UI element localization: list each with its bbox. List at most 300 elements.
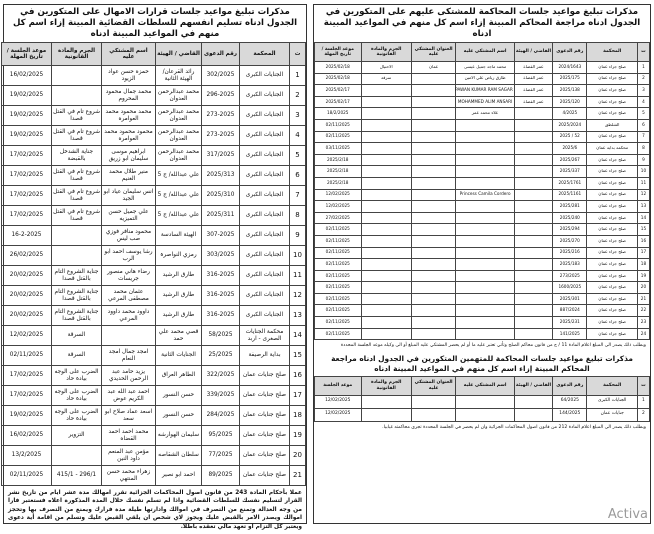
- table-cell: جناية الشروع التام بالقتل قصدا: [52, 286, 102, 306]
- table-cell: عمان: [411, 62, 455, 74]
- table-cell: 2: [290, 86, 306, 106]
- table-row: [2, 86, 306, 106]
- table-cell: عمر القضاة: [514, 96, 552, 108]
- table-cell: 02/11/2025: [315, 305, 362, 317]
- table-cell: انس سليمان عياد ابو الجيد: [102, 186, 156, 206]
- table-cell: [411, 317, 455, 329]
- table-cell: [456, 270, 515, 282]
- table-row: [2, 126, 306, 146]
- table-cell: محمود محمود محمد العوامره: [102, 126, 156, 146]
- table-cell: شروع تام في القتل قصدا: [52, 186, 102, 206]
- table-cell: صلح جزاء عمان: [587, 305, 637, 317]
- table-row: [2, 306, 306, 326]
- table-row: [2, 266, 306, 286]
- table-cell: ابراهيم موسى سليمان ابو زريق: [102, 146, 156, 166]
- table-cell: 2025/301: [553, 293, 587, 305]
- column-header: موعد الجلسة / تاريخ المهلة: [2, 43, 52, 66]
- table-cell: علي جميل حسن التميزيه: [102, 206, 156, 226]
- table-cell: 2025/267: [553, 154, 587, 166]
- table-cell: طارق الرشيد: [156, 286, 202, 306]
- table-cell: 2025/6: [553, 143, 587, 155]
- table-cell: 17/02/2025: [2, 206, 52, 226]
- table-cell: [361, 317, 411, 329]
- table-cell: [361, 212, 411, 224]
- table-cell: 3: [290, 106, 306, 126]
- table-cell: محكمة بداية عمان: [587, 143, 637, 155]
- table-cell: 20/02/2025: [2, 286, 52, 306]
- table-row: [315, 85, 650, 97]
- table-cell: بداية الرصيفة: [240, 346, 290, 366]
- table-cell: صلح جنايات عمان: [240, 406, 290, 426]
- table-cell: 19/02/2025: [2, 106, 52, 126]
- table-row: [315, 177, 650, 189]
- table-row: [315, 328, 650, 340]
- table-cell: الجنايات الكبرى: [240, 266, 290, 286]
- table-row: [315, 131, 650, 143]
- table-cell: حسن النسور: [156, 406, 202, 426]
- table-cell: 17/02/2025: [2, 386, 52, 406]
- table-cell: [361, 177, 411, 189]
- table-cell: [361, 201, 411, 213]
- table-row: [315, 96, 650, 108]
- table-cell: 4: [290, 126, 306, 146]
- table-cell: 14: [637, 212, 649, 224]
- column-header: موعد الجلسة: [315, 376, 362, 395]
- table-cell: [514, 270, 552, 282]
- table-row: [315, 166, 650, 178]
- left-table-header: [2, 43, 306, 66]
- table-cell: 3: [637, 85, 649, 97]
- table-cell: 21: [290, 466, 306, 486]
- table-cell: 316-2025: [202, 306, 240, 326]
- table-row: [315, 212, 650, 224]
- table-cell: 307-2025: [202, 226, 240, 246]
- table-cell: 10: [290, 246, 306, 266]
- table-cell: 2025/02/18: [315, 73, 362, 85]
- table-cell: [361, 166, 411, 178]
- table-row: [315, 395, 650, 408]
- table-cell: 322/2025: [202, 366, 240, 386]
- table-cell: 02/11/2025: [2, 346, 52, 366]
- table-cell: 141/2025: [553, 328, 587, 340]
- column-header: اسم المشتكي عليه: [102, 43, 156, 66]
- table-cell: 16-2-2025: [2, 226, 52, 246]
- table-cell: 6: [290, 166, 306, 186]
- table-row: [315, 408, 650, 421]
- table-cell: 339/2025: [202, 386, 240, 406]
- table-cell: 887/2024: [553, 305, 587, 317]
- table-cell: الجنايات الكبرى: [240, 106, 290, 126]
- right-table-header: [315, 43, 650, 62]
- column-header: القاضي / الهيئة: [514, 43, 552, 62]
- table-row: [315, 282, 650, 294]
- table-cell: 17: [290, 386, 306, 406]
- table-cell: [52, 66, 102, 86]
- table-cell: احمد عبد الله عبد الكريم عوض: [102, 386, 156, 406]
- table-row: [315, 201, 650, 213]
- table-cell: 89/2025: [202, 466, 240, 486]
- table-cell: 144/2025: [553, 408, 587, 421]
- right-panel-title-2: مذكرات تبليغ مواعيد جلسات المحاكمة للمتهمين المتكورين في الجدول ادناه مراجعة المحاكم المبينة إزاء اسم كل منهم في المواعيد المبينة ادناه: [331, 354, 633, 374]
- table-cell: 11: [637, 177, 649, 189]
- table-cell: الطاهر العراق: [156, 366, 202, 386]
- table-row: [2, 466, 306, 486]
- table-cell: [514, 119, 552, 131]
- table-cell: الجنايات الكبرى: [240, 246, 290, 266]
- table-cell: 23: [637, 317, 649, 329]
- table-cell: صلح جزاء عمان: [587, 235, 637, 247]
- table-cell: [361, 143, 411, 155]
- table-row: [315, 270, 650, 282]
- table-cell: داوود محمد داوود المرعي: [102, 306, 156, 326]
- table-cell: 20/02/2025: [2, 266, 52, 286]
- table-cell: [361, 247, 411, 259]
- table-cell: 20/02/2025: [2, 306, 52, 326]
- table-cell: صلح جزاء عمان: [587, 85, 637, 97]
- table-cell: الجنايات الكبرى: [240, 126, 290, 146]
- table-cell: الاحتيال: [361, 62, 411, 74]
- table-cell: [411, 189, 455, 201]
- table-cell: علاء محمد عمر: [456, 108, 515, 120]
- table-cell: 02/11/2025: [2, 466, 52, 486]
- column-header: ت: [637, 43, 649, 62]
- table-cell: 2024/1643: [553, 62, 587, 74]
- table-row: [2, 286, 306, 306]
- table-cell: 2025/1161: [553, 189, 587, 201]
- table-row: [315, 143, 650, 155]
- table-cell: سلطان الشقاصه: [156, 446, 202, 466]
- table-row: [315, 247, 650, 259]
- table-row: [315, 73, 650, 85]
- table-cell: عمر القضاة: [514, 62, 552, 74]
- right-table-2-header: [315, 376, 650, 395]
- table-cell: سرقة: [361, 73, 411, 85]
- column-header: المحكمة: [587, 43, 637, 62]
- table-cell: 16: [290, 366, 306, 386]
- table-cell: 26/02/2025: [2, 246, 52, 266]
- table-cell: 12/02/2025: [315, 201, 362, 213]
- table-cell: 2025/183: [553, 259, 587, 271]
- table-cell: حمزه حسن عواد الزيود: [102, 66, 156, 86]
- table-cell: 95/2025: [202, 426, 240, 446]
- table-cell: [411, 177, 455, 189]
- table-cell: 8: [290, 206, 306, 226]
- table-cell: 2025/02/17: [315, 85, 362, 97]
- table-cell: محمد ماجد جميل عيسى: [456, 62, 515, 74]
- table-cell: 317/2025: [202, 146, 240, 166]
- table-cell: حسن النسور: [156, 386, 202, 406]
- table-cell: [514, 235, 552, 247]
- table-cell: [361, 119, 411, 131]
- table-cell: MOHAMMED ALIM ANSARI: [456, 96, 515, 108]
- table-row: [315, 293, 650, 305]
- table-cell: السرقة: [52, 326, 102, 346]
- table-cell: [361, 293, 411, 305]
- table-row: [2, 206, 306, 226]
- table-cell: 2025/120: [553, 96, 587, 108]
- table-cell: قصي محمد علي حمد: [156, 326, 202, 346]
- table-cell: جناية الشروع التام بالقتل قصدا: [52, 306, 102, 326]
- table-cell: [411, 408, 455, 421]
- table-cell: 2025/2/18: [315, 154, 362, 166]
- table-cell: صلح جزاء عمان: [587, 108, 637, 120]
- table-cell: 2025/02/17: [315, 96, 362, 108]
- right-panel-note-1: وبطلب ذلك يصدر الى المبلغ اعلام المادة 11 / ج من قانون محاكم الصلح وتأتي تعتبر عليه ما أو لم يحضر المشتكي عليه المبلغ أو الى وكيله موعد الجلسة المحددة: [340, 343, 646, 349]
- table-row: [2, 406, 306, 426]
- table-cell: 16/02/2025: [2, 426, 52, 446]
- table-cell: صلح جنايات عمان: [240, 446, 290, 466]
- table-cell: 2025/2/18: [315, 177, 362, 189]
- table-cell: 21: [637, 293, 649, 305]
- table-row: [2, 186, 306, 206]
- table-cell: طارق الرشيد: [156, 266, 202, 286]
- table-cell: 7: [637, 131, 649, 143]
- table-cell: صلح جزاء عمان: [587, 328, 637, 340]
- table-cell: جناية الشدخل بالقبضة: [52, 146, 102, 166]
- column-header: رقم الدعوى: [553, 43, 587, 62]
- table-row: [315, 108, 650, 120]
- table-cell: شروع تام في القتل قصدا: [52, 166, 102, 186]
- table-cell: محمد عبدالرحمن العدوان: [156, 86, 202, 106]
- table-cell: 14: [290, 326, 306, 346]
- table-cell: 02/11/2025: [315, 247, 362, 259]
- table-cell: [361, 96, 411, 108]
- table-row: [315, 154, 650, 166]
- table-cell: [514, 131, 552, 143]
- table-cell: 273-2025: [202, 106, 240, 126]
- table-row: [2, 166, 306, 186]
- table-cell: 273-2025: [202, 126, 240, 146]
- table-cell: [411, 143, 455, 155]
- table-cell: [514, 108, 552, 120]
- table-cell: [514, 395, 552, 408]
- right-table-body: [315, 62, 650, 340]
- table-cell: [456, 212, 515, 224]
- table-cell: 2025/175: [553, 73, 587, 85]
- table-cell: [411, 73, 455, 85]
- table-cell: [514, 201, 552, 213]
- table-cell: صلح جزاء عمان: [587, 224, 637, 236]
- table-cell: 12/02/2025: [315, 408, 362, 421]
- table-cell: [456, 328, 515, 340]
- table-cell: يزيد حامد عبد الرحمن الحديدي: [102, 366, 156, 386]
- table-cell: الجنايات الكبرى: [240, 166, 290, 186]
- table-row: [2, 366, 306, 386]
- table-cell: 2025/2024: [553, 119, 587, 131]
- table-cell: 12: [290, 286, 306, 306]
- table-cell: [361, 131, 411, 143]
- table-cell: عثمان محمد مصطفى المرعي: [102, 286, 156, 306]
- table-cell: 2025/02/18: [315, 62, 362, 74]
- table-cell: 2025/1761: [553, 177, 587, 189]
- table-cell: 1: [290, 66, 306, 86]
- table-cell: 19: [637, 270, 649, 282]
- table-cell: صلح جزاء عمان: [587, 189, 637, 201]
- table-cell: [514, 189, 552, 201]
- table-row: [315, 259, 650, 271]
- table-cell: الهيئة السادسة: [156, 226, 202, 246]
- table-cell: شروع تام في القتل قصدا: [52, 106, 102, 126]
- table-cell: [456, 177, 515, 189]
- table-cell: محمد عبدالرحمن العدوان: [156, 106, 202, 126]
- table-cell: احمد ابو نصير: [156, 466, 202, 486]
- table-cell: 296-2025: [202, 86, 240, 106]
- table-cell: صلح جزاء عمان: [587, 317, 637, 329]
- table-cell: [456, 235, 515, 247]
- right-table-2: [314, 376, 650, 422]
- table-cell: 2025/313: [202, 166, 240, 186]
- table-cell: 7: [290, 186, 306, 206]
- table-cell: محمد محمود محمد العوامره: [102, 106, 156, 126]
- table-cell: [456, 201, 515, 213]
- table-cell: [411, 166, 455, 178]
- table-cell: رضاء هاني منصور جريسات: [102, 266, 156, 286]
- table-cell: 12: [637, 189, 649, 201]
- table-cell: 2025/337: [553, 166, 587, 178]
- table-cell: 17/02/2025: [2, 166, 52, 186]
- table-cell: رمزي النواصرة: [156, 246, 202, 266]
- table-cell: 25/2025: [202, 346, 240, 366]
- table-cell: صلح جنايات عمان: [240, 366, 290, 386]
- table-cell: [456, 293, 515, 305]
- table-cell: 2: [637, 408, 649, 421]
- table-cell: 02/11/2025: [315, 131, 362, 143]
- table-cell: 02/11/2025: [315, 235, 362, 247]
- table-cell: الضرب على الوجه بيادة حاد: [52, 366, 102, 386]
- table-cell: صلح جزاء عمان: [587, 259, 637, 271]
- table-cell: [102, 326, 156, 346]
- table-cell: صلح جزاء عمان: [587, 293, 637, 305]
- table-row: [2, 146, 306, 166]
- table-cell: [361, 305, 411, 317]
- column-header: المحكمة: [240, 43, 290, 66]
- table-row: [315, 235, 650, 247]
- table-cell: [456, 247, 515, 259]
- table-cell: صلح جنايات عمان: [240, 386, 290, 406]
- table-cell: [361, 259, 411, 271]
- table-cell: الجنايات الكبرى: [240, 286, 290, 306]
- table-cell: [514, 177, 552, 189]
- table-cell: 1: [637, 62, 649, 74]
- table-cell: محمود منافر فوزي صب ليس: [102, 226, 156, 246]
- table-cell: 15: [637, 224, 649, 236]
- table-cell: [514, 143, 552, 155]
- left-panel-note: عملا بأحكام المادة 243 من قانون اصول المحاكمات الجزائية تقرر امهالك مدة عشر ايام من تاريخ نشر القرار لتسليم نفسك للسلطات القضائية واذا لم تسلم نفسك خلال المدة المذكورة اعلاه فستعتبر فارا من وجه العدالة وتمنع من التصرف في اموالك وادارتها طيلة مدة فرارك ويمنع من التصرف بها وتحجز اموالك ويصدر الامر بالقبض عليك ويجوز لاي شخص ان يلقي القبض عليك وتسلم من اقامة أية دعوى ويعتبر كل التزام او تعهد مالي تعقده باطلا.: [8, 490, 302, 530]
- table-cell: [411, 96, 455, 108]
- table-cell: [456, 224, 515, 236]
- table-cell: [411, 247, 455, 259]
- table-row: [2, 226, 306, 246]
- table-cell: 64/2025: [553, 395, 587, 408]
- table-cell: [411, 224, 455, 236]
- table-cell: Princess Camila Cordero: [456, 189, 515, 201]
- table-cell: صلح جزاء عمان: [587, 154, 637, 166]
- table-cell: علي عبدالله/ ج 5: [156, 186, 202, 206]
- table-cell: صلح جزاء عمان: [587, 166, 637, 178]
- table-cell: الجنايات الكبرى: [240, 206, 290, 226]
- table-cell: اسعد عماد صلاح ابو سعد: [102, 406, 156, 426]
- table-cell: 22: [637, 305, 649, 317]
- table-cell: 02/11/2025: [315, 259, 362, 271]
- table-cell: الجنايات الكبرى: [240, 186, 290, 206]
- table-cell: محمد جمال محمود المحروم: [102, 86, 156, 106]
- table-cell: [514, 408, 552, 421]
- table-cell: الجنايات الثانية: [156, 346, 202, 366]
- table-cell: شروع تام في القتل قصدا: [52, 126, 102, 146]
- table-cell: 02/11/2025: [315, 270, 362, 282]
- column-header: القاضي / الهيئة: [514, 376, 552, 395]
- table-cell: 16: [637, 235, 649, 247]
- table-cell: 27/02/2025: [315, 212, 362, 224]
- column-header: موعد الجلسة / تاريخ المهلة: [315, 43, 362, 62]
- table-cell: [411, 328, 455, 340]
- table-cell: [456, 282, 515, 294]
- table-cell: 20: [290, 446, 306, 466]
- table-cell: 2025/216: [553, 247, 587, 259]
- right-table: [314, 42, 650, 340]
- table-cell: [361, 282, 411, 294]
- table-cell: الجنايات الكبرى: [240, 146, 290, 166]
- column-header: ت: [290, 43, 306, 66]
- table-cell: 02/11/2025: [315, 224, 362, 236]
- table-cell: الجنايات الكبرى: [240, 66, 290, 86]
- table-cell: [514, 282, 552, 294]
- table-cell: طارق رياض علي الامين: [456, 73, 515, 85]
- table-row: [315, 305, 650, 317]
- right-notice-panel: [313, 4, 651, 524]
- table-cell: 1: [637, 395, 649, 408]
- table-cell: [514, 224, 552, 236]
- table-cell: جنايات عمان: [587, 408, 637, 421]
- table-cell: صلح جزاء عمان: [587, 131, 637, 143]
- table-cell: 02/11/2025: [315, 317, 362, 329]
- table-cell: 19/02/2025: [2, 126, 52, 146]
- table-cell: [361, 224, 411, 236]
- table-cell: محكمة الجنايات الصغرى - اربد: [240, 326, 290, 346]
- table-cell: علي عبدالله/ ج 5: [156, 206, 202, 226]
- table-cell: 17: [637, 247, 649, 259]
- table-row: [2, 386, 306, 406]
- table-cell: [514, 259, 552, 271]
- table-cell: الضرب على الوجه بيادة حاد: [52, 406, 102, 426]
- table-cell: [361, 85, 411, 97]
- table-cell: 20: [637, 282, 649, 294]
- table-cell: 5: [290, 146, 306, 166]
- table-cell: 17/02/2025: [2, 366, 52, 386]
- table-cell: جناية الشروع التام بالقتل قصدا: [52, 266, 102, 286]
- table-cell: [361, 328, 411, 340]
- table-cell: 02/11/2025: [315, 119, 362, 131]
- table-cell: 19: [290, 426, 306, 446]
- table-row: [2, 326, 306, 346]
- table-row: [2, 246, 306, 266]
- table-cell: 5: [637, 108, 649, 120]
- column-header: المحكمة: [587, 376, 637, 395]
- table-cell: زهراء محمد حسن المنتهي: [102, 466, 156, 486]
- table-cell: [514, 154, 552, 166]
- table-cell: صلح جزاء عمان: [587, 282, 637, 294]
- table-cell: 16/02/2025: [2, 66, 52, 86]
- table-cell: 17/02/2025: [2, 146, 52, 166]
- table-cell: مؤمن عبد المنعم داود النين: [102, 446, 156, 466]
- table-cell: 2025/240: [553, 212, 587, 224]
- table-cell: 4/2025: [553, 108, 587, 120]
- table-cell: [514, 305, 552, 317]
- left-panel-title: مذكرات تبليغ مواعيد جلسات قرارات الامهال على المتكورين في الجدول ادناه تسليم انفسهم للسلطات القضائية المبينة إزاء اسم كل منهم في المواعيد المبينة ادناه: [12, 7, 298, 39]
- table-cell: [456, 131, 515, 143]
- table-cell: 11: [290, 266, 306, 286]
- table-row: [2, 66, 306, 86]
